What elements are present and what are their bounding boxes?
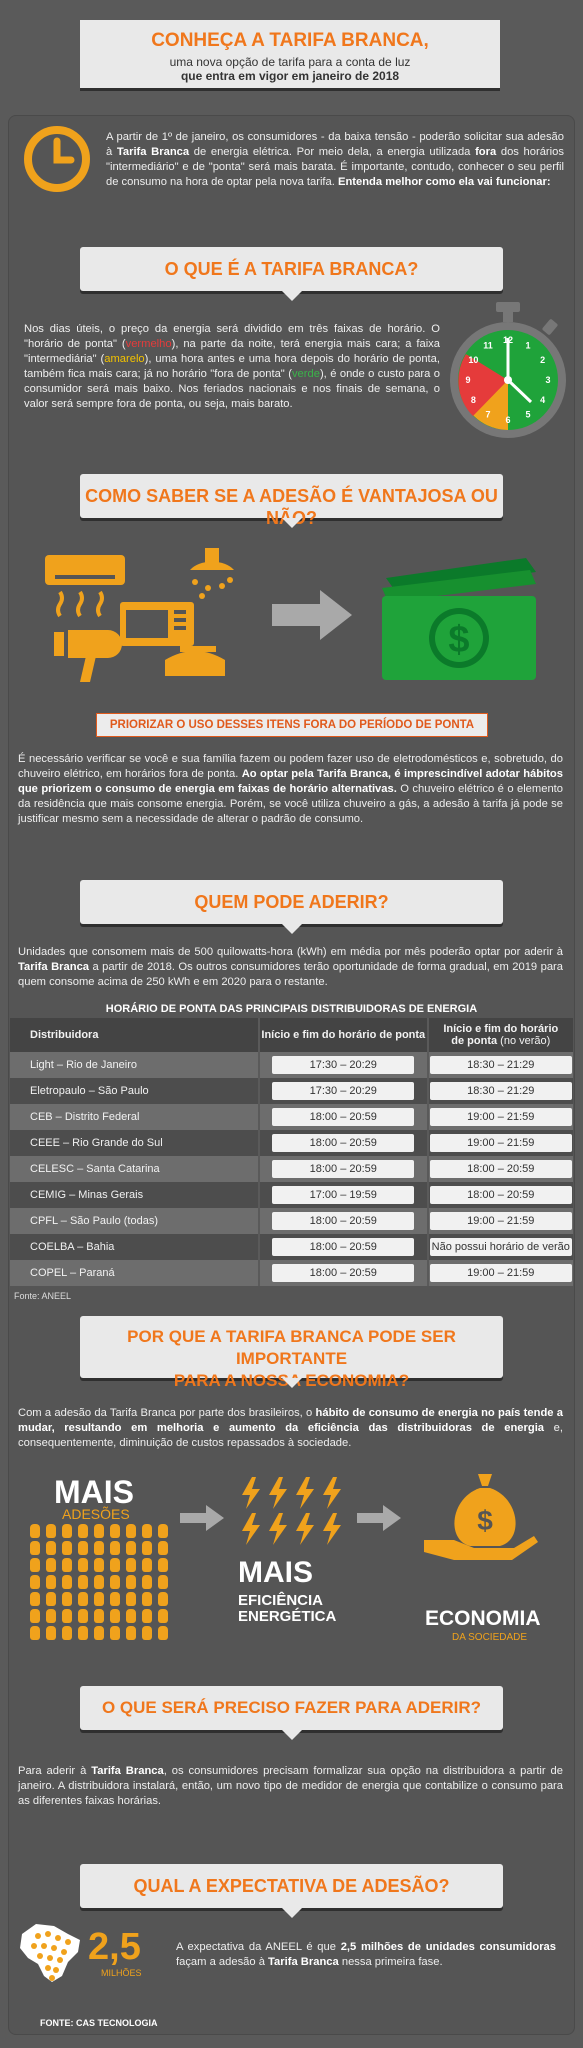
peak-hours-cell: [259, 1234, 428, 1260]
column-header: Início e fim do horário de ponta: [259, 1018, 428, 1052]
distributor-name: Light – Rio de Janeiro: [30, 1059, 138, 1071]
clock-number: 4: [540, 395, 546, 405]
person-icon: [110, 1575, 120, 1589]
clock-number: 7: [485, 409, 491, 420]
header-subtitle: uma nova opção de tarifa para a conta de luz: [169, 55, 411, 69]
table-row: [10, 1208, 573, 1234]
big-number: 2,5: [88, 1926, 141, 1968]
how-text: Para aderir à Tarifa Branca, os consumidores precisam formalizar sua opção na distribuidora a partir de janeiro. A distribuidora instalará, então, um novo tipo de medidor de energia que contabilize o consumo para as diferentes faixas horárias.: [18, 1765, 564, 1807]
summer-hours-cell: [428, 1078, 573, 1104]
economy-label: ECONOMIA: [425, 1607, 541, 1630]
summer-peak-hours: 18:30 – 21:29: [430, 1082, 572, 1100]
table-source: Fonte: ANEEL: [14, 1291, 72, 1301]
section-title: COMO SABER SE A ADESÃO É VANTAJOSA OU NÃO?: [85, 486, 498, 528]
person-icon: [142, 1524, 152, 1538]
person-icon: [94, 1626, 104, 1640]
lightning-icon: [269, 1513, 287, 1545]
summer-peak-hours: Não possui horário de verão: [430, 1238, 572, 1256]
lightning-icon: [296, 1513, 314, 1545]
summer-hours-cell: [428, 1052, 573, 1078]
peak-hours: 18:00 – 20:59: [272, 1264, 414, 1282]
society-label: DA SOCIEDADE: [452, 1632, 528, 1643]
person-icon: [158, 1541, 168, 1555]
summer-hours-cell: [428, 1182, 573, 1208]
what-is-text: Nos dias úteis, o preço da energia será dividido em três faixas de horário. O "horário de ponta" (vermelho), na parte da noite, terá energia mais cara; a faixa "intermediária" (amarelo), uma hora antes e uma hora depois do horário de ponta, também fica mais cara; já no horário "fora de ponta" (verde), é onde o custo para o consumidor será mais baixo. Nos feriados nacionais e nos finais de semana, o valor será sempre fora de ponta, ou seja, mais barato.: [24, 323, 441, 410]
section-title: O QUE É A TARIFA BRANCA?: [164, 259, 419, 279]
distributor-name: COELBA – Bahia: [30, 1241, 115, 1253]
person-icon: [46, 1524, 56, 1538]
person-icon: [62, 1541, 72, 1555]
table-row: [10, 1182, 573, 1208]
stopwatch-icon: [447, 298, 569, 438]
person-icon: [30, 1541, 40, 1555]
person-icon: [126, 1524, 136, 1538]
person-icon: [110, 1541, 120, 1555]
summer-hours-cell: [428, 1130, 573, 1156]
advantage-text: É necessário verificar se você e sua família fazem ou podem fazer uso de eletrodomésticos e, sobretudo, do chuveiro elétrico, em horários fora de ponta. Ao optar pela Tarifa Branca, é imprescindível adotar hábitos que priorizem o consumo de energia em faixas de horário alternativas. O chuveiro elétrico é o elemento da residência que mais consome energia. Porém, se você utiliza chuveiro a gás, a adesão à tarifa já pode se justificar mesmo sem a necessidade de alterar o padrão de consumo.: [18, 753, 563, 825]
lightning-icons: [238, 1477, 348, 1547]
distributor-name: Eletropaulo – São Paulo: [30, 1085, 149, 1097]
summer-peak-hours: 19:00 – 21:59: [430, 1212, 572, 1230]
person-icon: [126, 1592, 136, 1606]
brazil-map-icon: [14, 1920, 84, 1986]
clock-number: 5: [525, 409, 531, 420]
footer-source: FONTE: CAS TECNOLOGIA: [40, 2018, 158, 2028]
energy-label: ENERGÉTICA: [238, 1608, 337, 1625]
table-row: [10, 1156, 573, 1182]
person-icon: [62, 1558, 72, 1572]
more-efficiency-label: MAIS: [238, 1556, 313, 1589]
person-icon: [126, 1626, 136, 1640]
person-icon: [142, 1558, 152, 1572]
summer-hours-cell: [428, 1156, 573, 1182]
distributor-name: CEEE – Rio Grande do Sul: [30, 1137, 163, 1149]
distributor-name: COPEL – Paraná: [30, 1267, 115, 1279]
section-who-card: [80, 880, 503, 924]
peak-hours: 18:00 – 20:59: [272, 1238, 414, 1256]
person-icon: [110, 1626, 120, 1640]
section-title: QUEM PODE ADERIR?: [194, 892, 389, 912]
person-icon: [126, 1541, 136, 1555]
table-title: HORÁRIO DE PONTA DAS PRINCIPAIS DISTRIBUIDORAS DE ENERGIA: [105, 1003, 478, 1015]
section-advantage-card: [80, 474, 503, 528]
person-icon: [158, 1592, 168, 1606]
priority-banner: [96, 713, 488, 737]
person-icon: [142, 1592, 152, 1606]
clock-number: 3: [545, 375, 551, 385]
header-card: [80, 20, 500, 88]
person-icon: [126, 1558, 136, 1572]
peak-hours-cell: [259, 1078, 428, 1104]
summer-hours-cell: [428, 1104, 573, 1130]
section-how-card: [80, 1686, 503, 1730]
person-icon: [126, 1575, 136, 1589]
clock-number: 10: [468, 355, 479, 365]
schedule-table: [10, 1018, 573, 1286]
section-title: O QUE SERÁ PRECISO FAZER PARA ADERIR?: [101, 1698, 482, 1717]
person-icon: [46, 1541, 56, 1555]
section-economy-card: [80, 1316, 503, 1390]
person-icon: [142, 1575, 152, 1589]
distributor-name: CEMIG – Minas Gerais: [30, 1189, 144, 1201]
peak-hours-cell: [259, 1260, 428, 1286]
summer-peak-hours: 19:00 – 21:59: [430, 1108, 572, 1126]
lightning-icon: [242, 1513, 260, 1545]
summer-hours-cell: [428, 1234, 573, 1260]
person-icon: [30, 1524, 40, 1538]
peak-hours: 18:00 – 20:59: [272, 1134, 414, 1152]
header-subtitle-bold: que entra em vigor em janeiro de 2018: [180, 69, 400, 83]
person-icon: [94, 1575, 104, 1589]
person-icon: [94, 1524, 104, 1538]
person-icon: [62, 1524, 72, 1538]
peak-hours: 18:00 – 20:59: [272, 1108, 414, 1126]
millions-label: MILHÕES: [101, 1968, 142, 1978]
more-adhesions-label: MAIS: [54, 1474, 134, 1510]
person-icon: [158, 1524, 168, 1538]
person-icon: [30, 1575, 40, 1589]
lightning-icon: [323, 1477, 341, 1509]
people-icons: [30, 1524, 180, 1644]
peak-hours: 17:00 – 19:59: [272, 1186, 414, 1204]
table-row: [10, 1104, 573, 1130]
person-icon: [158, 1558, 168, 1572]
lightning-icon: [269, 1477, 287, 1509]
section-title: QUAL A EXPECTATIVA DE ADESÃO?: [133, 1876, 450, 1896]
summer-peak-hours: 19:00 – 21:59: [430, 1264, 572, 1282]
adhesions-label: ADESÕES: [62, 1506, 130, 1522]
appliances-illustration: [30, 540, 270, 690]
lightning-icon: [242, 1477, 260, 1509]
person-icon: [78, 1524, 88, 1538]
section-expectation-card: [80, 1864, 503, 1908]
clock-number: 11: [483, 340, 493, 351]
clock-icon: [22, 124, 92, 194]
person-icon: [78, 1626, 88, 1640]
person-icon: [78, 1575, 88, 1589]
person-icon: [46, 1558, 56, 1572]
clock-number: 6: [505, 415, 511, 425]
peak-hours-cell: [259, 1104, 428, 1130]
person-icon: [110, 1524, 120, 1538]
person-icon: [94, 1592, 104, 1606]
person-icon: [78, 1609, 88, 1623]
person-icon: [78, 1592, 88, 1606]
peak-hours-cell: [259, 1156, 428, 1182]
dollar-sign: $: [448, 619, 470, 661]
person-icon: [62, 1626, 72, 1640]
person-icon: [94, 1558, 104, 1572]
person-icon: [46, 1609, 56, 1623]
summer-peak-hours: 18:00 – 20:59: [430, 1186, 572, 1204]
table-row: [10, 1078, 573, 1104]
person-icon: [158, 1626, 168, 1640]
summer-hours-cell: [428, 1260, 573, 1286]
section-title-line2: PARA A NOSSA ECONOMIA?: [173, 1371, 410, 1390]
arrow-right-icon: [272, 590, 352, 640]
person-icon: [30, 1626, 40, 1640]
person-icon: [110, 1609, 120, 1623]
person-icon: [158, 1575, 168, 1589]
summer-peak-hours: 18:30 – 21:29: [430, 1056, 572, 1074]
person-icon: [110, 1592, 120, 1606]
distributor-name: CPFL – São Paulo (todas): [30, 1215, 158, 1227]
person-icon: [30, 1558, 40, 1572]
peak-hours-cell: [259, 1130, 428, 1156]
person-icon: [94, 1609, 104, 1623]
table-header-row: [10, 1018, 573, 1052]
economy-text: Com a adesão da Tarifa Branca por parte dos brasileiros, o hábito de consumo de energia no país tende a mudar, resultando em melhoria e aumento da eficiência das distribuidoras de energia e, consequentemente, diminuição de custos repassados à sociedade.: [18, 1407, 563, 1449]
clock-number: 8: [470, 395, 476, 405]
person-icon: [30, 1592, 40, 1606]
peak-hours-cell: [259, 1052, 428, 1078]
money-icon: [376, 538, 542, 688]
distributor-name: CELESC – Santa Catarina: [30, 1163, 160, 1175]
table-row: [10, 1052, 573, 1078]
column-header: Distribuidora: [30, 1029, 99, 1041]
arrow-right-icon: [357, 1505, 401, 1531]
peak-hours-cell: [259, 1208, 428, 1234]
clock-number: 2: [540, 355, 546, 365]
column-header: Início e fim do horário de ponta (no verão): [428, 1018, 573, 1052]
expectation-text: A expectativa da ANEEL é que 2,5 milhões de unidades consumidoras façam a adesão à Tarifa Branca nessa primeira fase.: [176, 1941, 556, 1968]
person-icon: [126, 1609, 136, 1623]
who-text: Unidades que consomem mais de 500 quilowatts-hora (kWh) em média por mês poderão optar por aderir à Tarifa Branca a partir de 2018. Os outros consumidores terão oportunidade de forma gradual, em 2019 para quem consome acima de 250 kWh e em 2020 para o restante.: [18, 946, 563, 988]
person-icon: [142, 1609, 152, 1623]
arrow-right-icon: [180, 1505, 224, 1531]
person-icon: [142, 1626, 152, 1640]
peak-hours: 17:30 – 20:29: [272, 1056, 414, 1074]
person-icon: [94, 1541, 104, 1555]
distributor-name: CEB – Distrito Federal: [30, 1111, 140, 1123]
person-icon: [62, 1575, 72, 1589]
section-title-line1: POR QUE A TARIFA BRANCA PODE SER IMPORTANTE: [127, 1327, 456, 1368]
person-icon: [78, 1558, 88, 1572]
efficiency-label: EFICIÊNCIA: [238, 1592, 324, 1609]
person-icon: [46, 1626, 56, 1640]
section-what-is-card: [80, 247, 503, 291]
priority-banner-text: PRIORIZAR O USO DESSES ITENS FORA DO PERÍODO DE PONTA: [109, 719, 475, 731]
peak-hours: 18:00 – 20:59: [272, 1212, 414, 1230]
table-row: [10, 1130, 573, 1156]
person-icon: [46, 1575, 56, 1589]
peak-hours: 17:30 – 20:29: [272, 1082, 414, 1100]
dollar-sign: $: [477, 1505, 493, 1536]
person-icon: [62, 1609, 72, 1623]
lightning-icon: [323, 1513, 341, 1545]
person-icon: [62, 1592, 72, 1606]
peak-hours: 18:00 – 20:59: [272, 1160, 414, 1178]
person-icon: [158, 1609, 168, 1623]
lightning-icon: [296, 1477, 314, 1509]
summer-peak-hours: 19:00 – 21:59: [430, 1134, 572, 1152]
intro-text: A partir de 1º de janeiro, os consumidores - da baixa tensão - poderão solicitar sua adesão à Tarifa Branca de energia elétrica. Por meio dela, a energia utilizada fora dos horários "intermediário" e de "ponta" será mais barata. É importante, contudo, conhecer o seu perfil de consumo na hora de optar pela nova tarifa. Entenda melhor como ela vai funcionar:: [106, 131, 564, 188]
peak-hours-cell: [259, 1182, 428, 1208]
summer-hours-cell: [428, 1208, 573, 1234]
clock-number: 9: [465, 375, 471, 385]
person-icon: [78, 1541, 88, 1555]
summer-peak-hours: 18:00 – 20:59: [430, 1160, 572, 1178]
person-icon: [46, 1592, 56, 1606]
clock-number: 12: [502, 335, 514, 345]
header-title: CONHEÇA A TARIFA BRANCA,: [151, 30, 429, 51]
clock-number: 1: [525, 340, 531, 351]
person-icon: [142, 1541, 152, 1555]
table-row: [10, 1234, 573, 1260]
money-bag-hand-icon: [420, 1470, 540, 1562]
person-icon: [30, 1609, 40, 1623]
person-icon: [110, 1558, 120, 1572]
table-row: [10, 1260, 573, 1286]
